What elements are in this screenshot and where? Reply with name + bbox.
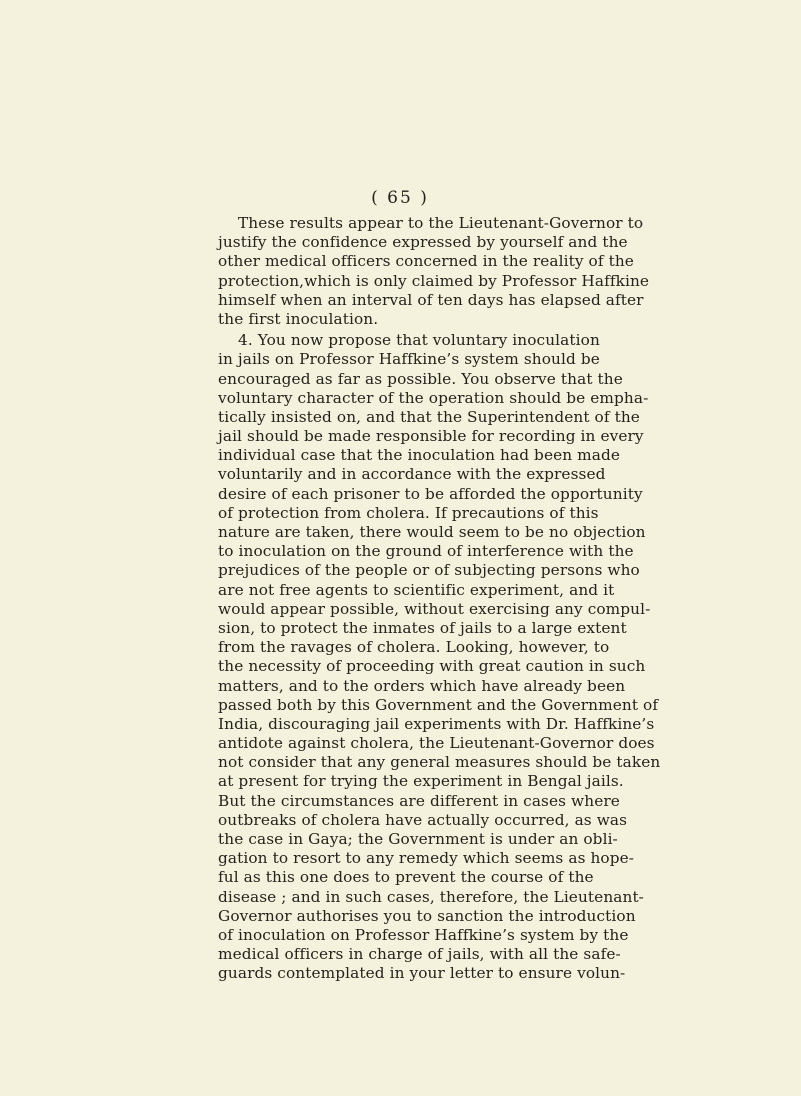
- text-line: at present for trying the experiment in Bengal jails.: [218, 772, 624, 791]
- text-line: other medical officers concerned in the reality of the: [218, 252, 634, 271]
- text-line: medical officers in charge of jails, with all the safe-: [218, 945, 621, 964]
- text-line: in jails on Professor Haffkine’s system should be: [218, 350, 600, 369]
- text-line: India, discouraging jail experiments with Dr. Haffkine’s: [218, 714, 655, 733]
- text-line: But the circumstances are different in cases where: [218, 791, 620, 810]
- text-line: matters, and to the orders which have already been: [218, 676, 626, 695]
- text-line: ful as this one does to prevent the course of the: [218, 868, 594, 887]
- text-line: 4. You now propose that voluntary inoculation: [238, 331, 600, 350]
- text-line: disease ; and in such cases, therefore, the Lieutenant-: [218, 887, 644, 906]
- text-line: jail should be made responsible for recording in every: [218, 427, 644, 446]
- text-line: of protection from cholera. If precautions of this: [218, 503, 599, 522]
- text-line: voluntarily and in accordance with the expressed: [218, 465, 606, 484]
- text-line: outbreaks of cholera have actually occurred, as was: [218, 810, 628, 829]
- paragraph-1: [218, 214, 650, 329]
- text-line: voluntary character of the operation should be empha-: [218, 388, 649, 407]
- text-line: justify the confidence expressed by yourself and the: [218, 233, 628, 252]
- text-line: of inoculation on Professor Haffkine’s system by the: [218, 925, 629, 944]
- text-line: encouraged as far as possible. You observe that the: [218, 369, 623, 388]
- text-line: the necessity of proceeding with great caution in such: [218, 657, 646, 676]
- text-line: the first inoculation.: [218, 309, 379, 328]
- text-line: protection,which is only claimed by Professor Haffkine: [218, 271, 650, 290]
- text-line: are not free agents to scientific experiment, and it: [218, 580, 615, 599]
- text-line: tically insisted on, and that the Superintendent of the: [218, 407, 640, 426]
- text-line: antidote against cholera, the Lieutenant-Governor does: [218, 734, 655, 753]
- text-line: from the ravages of cholera. Looking, however, to: [218, 638, 610, 657]
- body-text: [218, 214, 661, 984]
- text-line: would appear possible, without exercising any compul-: [218, 599, 651, 618]
- text-line: gation to resort to any remedy which seems as hope-: [218, 849, 635, 868]
- text-line: These results appear to the Lieutenant-Governor to: [238, 214, 644, 232]
- text-line: desire of each prisoner to be afforded the opportunity: [218, 484, 643, 503]
- text-line: not consider that any general measures should be taken: [218, 753, 661, 772]
- text-line: Governor authorises you to sanction the introduction: [218, 906, 636, 925]
- text-line: nature are taken, there would seem to be no objection: [218, 523, 646, 541]
- text-line: sion, to protect the inmates of jails to a large extent: [218, 618, 627, 637]
- text-line: passed both by this Government and the Government of: [218, 695, 659, 714]
- text-line: prejudices of the people or of subjecting persons who: [218, 561, 640, 580]
- text-line: the case in Gaya; the Government is under an obli-: [218, 830, 618, 848]
- paragraph-2: [218, 331, 661, 983]
- page-number: ( 65 ): [371, 188, 429, 208]
- text-line: individual case that the inoculation had been made: [218, 446, 621, 465]
- text-line: guards contemplated in your letter to ensure volun-: [218, 964, 626, 983]
- text-line: to inoculation on the ground of interference with the: [218, 542, 634, 561]
- text-line: himself when an interval of ten days has elapsed after: [218, 290, 644, 309]
